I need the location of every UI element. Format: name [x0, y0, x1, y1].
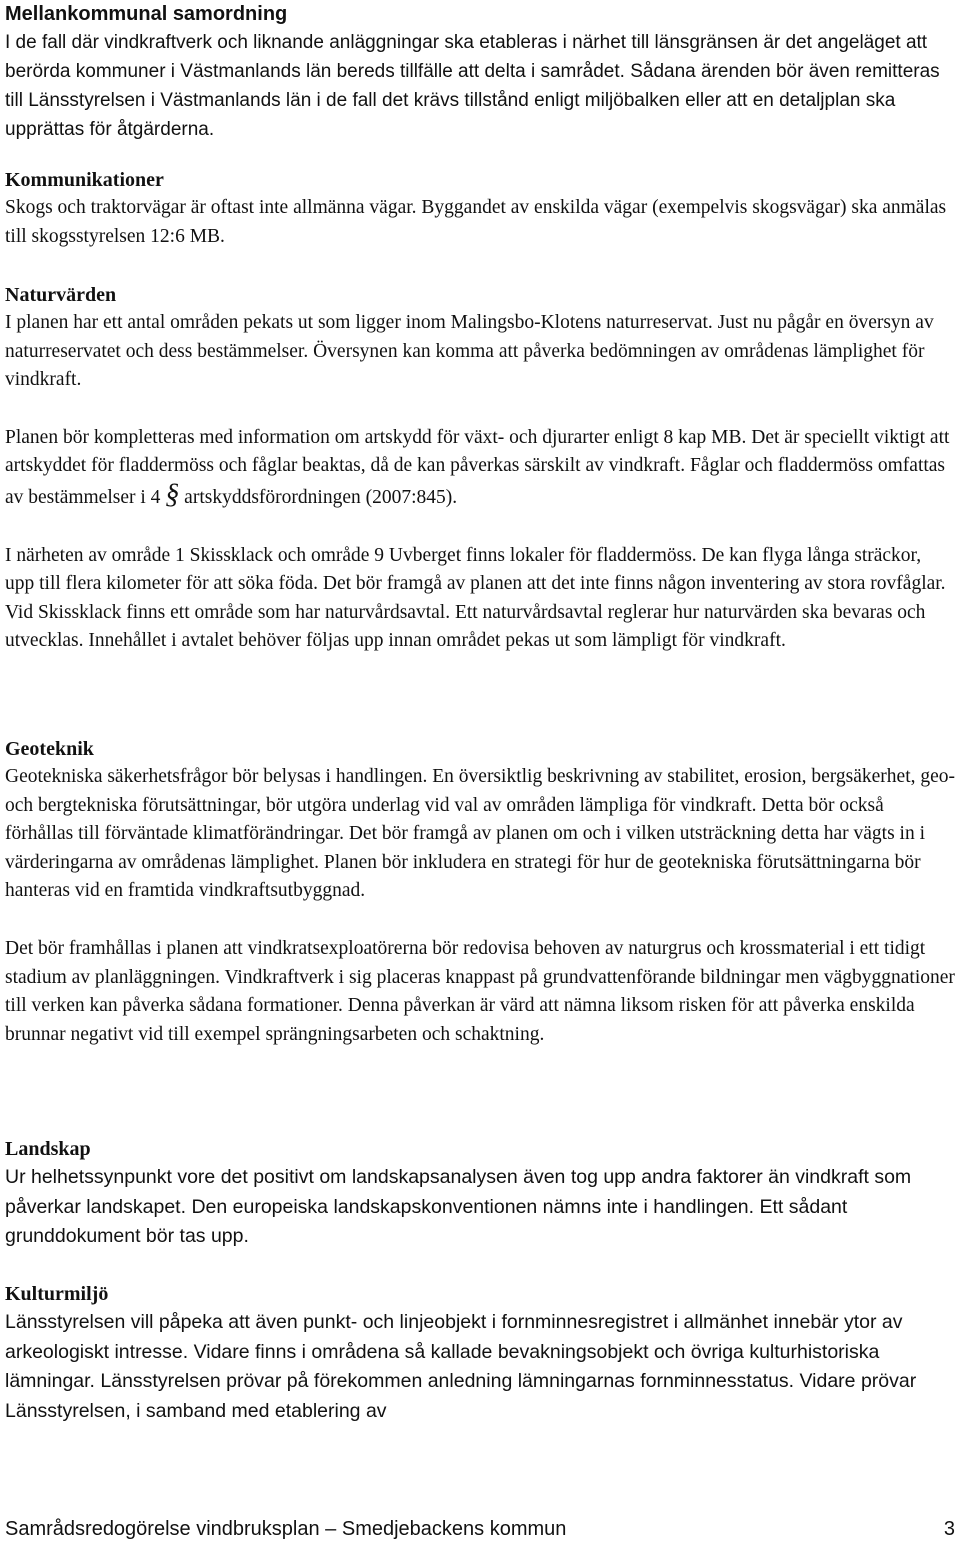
page-footer — [5, 1515, 955, 1543]
section-kommunikationer — [5, 166, 955, 251]
paragraph-mellankommunal: I de fall där vindkraftverk och liknande anläggningar ska etableras i närhet till länsgränsen är det angeläget att berörda kommuner i Västmanlands län bereds tillfälle att delta i samrådet. Sådana ärenden bör även remitteras till Länsstyrelsen i Västmanlands län i de fall det krävs tillstånd enligt miljöbalken eller att en detaljplan ska upprättas för åtgärderna. — [5, 32, 940, 140]
section-mellankommunal — [5, 0, 955, 144]
heading-kommunikationer: Kommunikationer — [5, 169, 164, 191]
paragraph-naturvarden-2-end: artskyddsförordningen (2007:845). — [184, 486, 458, 508]
section-kulturmiljo — [5, 1280, 955, 1426]
heading-geoteknik: Geoteknik — [5, 738, 94, 760]
section-sign: § — [165, 478, 180, 510]
paragraph-naturvarden-2-text: Planen bör kompletteras med information om artskydd för växt- och djurarter enligt 8 kap MB. Det är speciellt viktigt att artskyddet för fladdermöss och fåglar beaktas, då de kan påverkas särskilt av vindkraft. Fåglar och fladdermöss omfattas av bestämmelser i 4 — [5, 426, 950, 508]
paragraph-landskap: Ur helhetssynpunkt vore det positivt om landskapsanalysen även tog upp andra faktorer än vindkraft som påverkar landskapet. Den europeiska landskapskonventionen nämns inte i handlingen. Ett sådant grunddokument bör tas upp. — [5, 1166, 912, 1247]
section-naturvarden — [5, 281, 955, 656]
paragraph-geoteknik-2: Det bör framhållas i planen att vindkratsexploatörerna bör redovisa behoven av naturgrus och krossmaterial i ett tidigt stadium av planläggningen. Vindkraftverk i sig placeras knappast på grundvattenförande bildningar men vägbyggnationer till verken kan påverka sådana formationer. Denna påverkan är värd att nämna liksom risken för att påverka enskilda brunnar negativt vid till exempel sprängningsarbeten och schaktning. — [5, 937, 955, 1045]
section-geoteknik — [5, 735, 955, 1049]
heading-landskap: Landskap — [5, 1138, 91, 1160]
footer-title: Samrådsredogörelse vindbruksplan – Smedjebackens kommun — [5, 1518, 567, 1540]
heading-kulturmiljo: Kulturmiljö — [5, 1283, 109, 1305]
heading-mellankommunal: Mellankommunal samordning — [5, 3, 288, 25]
paragraph-kulturmiljo: Länsstyrelsen vill påpeka att även punkt- och linjeobjekt i fornminnesregistret i allmänhet innebär ytor av arkeologiskt intresse. Vidare finns i områdena så kallade bevakningsobjekt och övriga kulturhistoriska lämningar. Länsstyrelsen prövar på förekommen anledning lämningarnas fornminnesstatus. Vidare prövar Länsstyrelsen, i samband med etablering av — [5, 1311, 917, 1422]
heading-naturvarden: Naturvärden — [5, 284, 117, 306]
section-landskap — [5, 1135, 955, 1252]
paragraph-naturvarden-2 — [5, 424, 955, 513]
paragraph-kommunikationer: Skogs och traktorvägar är oftast inte allmänna vägar. Byggandet av enskilda vägar (exempelvis skogsvägar) ska anmälas till skogsstyrelsen 12:6 MB. — [5, 197, 947, 247]
paragraph-naturvarden-3: I närheten av område 1 Skissklack och område 9 Uvberget finns lokaler för fladdermöss. De kan flyga långa sträckor, upp till flera kilometer för att söka föda. Det bör framgå av planen att det inte finns någon inventering av stora rovfåglar. Vid Skissklack finns ett område som har naturvårdsavtal. Ett naturvårdsavtal reglerar hur naturvärden ska bevaras och utvecklas. Innehållet i avtalet behöver följas upp innan området pekas ut som lämpligt för vindkraft. — [5, 544, 946, 652]
page-number: 3 — [943, 1518, 955, 1540]
paragraph-naturvarden-1: I planen har ett antal områden pekats ut som ligger inom Malingsbo-Klotens naturreservat. Just nu pågår en översyn av naturreservatet och dess bestämmelser. Översynen kan komma att påverka bedömningen av områdenas lämplighet för vindkraft. — [5, 312, 934, 391]
paragraph-geoteknik-1: Geotekniska säkerhetsfrågor bör belysas i handlingen. En översiktlig beskrivning av stabilitet, erosion, bergsäkerhet, geo- och bergtekniska förutsättningar, bör utgöra underlag vid val av områden lämpliga för vindkraft. Detta bör också förhållas till förväntade klimatförändringar. Det bör framgå av planen om och i vilken utsträckning detta har vägts in i värderingarna av områdenas lämplighet. Planen bör inkludera en strategi för hur de geotekniska förutsättningarna bör hanteras vid en framtida vindkraftsutbyggnad. — [5, 766, 956, 902]
